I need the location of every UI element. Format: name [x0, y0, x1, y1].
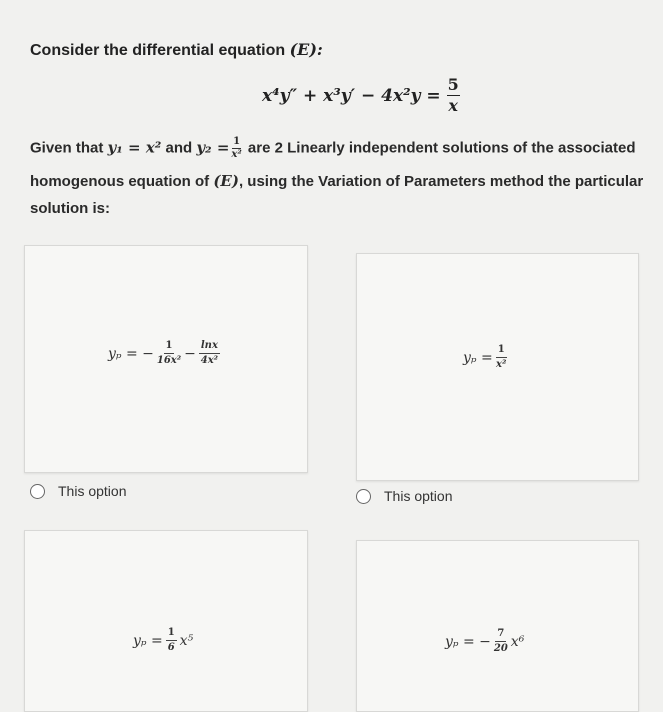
line1-text-a: Given that [30, 139, 108, 157]
option-2-f1-num: 1 [496, 345, 507, 358]
equation-name: (E): [289, 40, 323, 59]
option-1-lhs: yₚ = − [108, 345, 154, 362]
option-3-lhs: yₚ = [133, 632, 163, 649]
option-4-lhs: yₚ = − [445, 633, 491, 650]
option-3-power: x⁵ [179, 632, 194, 649]
equation-rhs-denominator: x [448, 96, 458, 115]
option-card-3[interactable] [24, 530, 308, 712]
option-1-minus: − [184, 345, 196, 362]
option-card-2[interactable] [356, 253, 639, 481]
solution-y2-lhs: y₂ = [196, 138, 230, 157]
line2-text-a: homogenous equation of [30, 173, 214, 190]
option-4-power: x⁶ [510, 633, 525, 650]
question-title-text: Consider the differential equation [30, 42, 286, 59]
option-4-formula [445, 629, 524, 654]
option-1-fraction-2 [199, 341, 220, 366]
option-1-radio[interactable] [30, 484, 45, 499]
option-4-f1-num: 7 [495, 629, 506, 642]
option-1-f1-den: 16x² [156, 355, 182, 366]
line2-text-b: , using the Variation of Parameters method the particular [238, 173, 644, 190]
differential-equation [262, 77, 460, 114]
equation-rhs-numerator: 5 [447, 75, 459, 94]
question-line-2 [30, 172, 645, 190]
option-1-f2-den: 4x² [200, 355, 219, 366]
question-title [30, 40, 323, 60]
option-card-1[interactable] [24, 245, 308, 473]
equation-rhs-fraction [447, 77, 460, 114]
question-line-1 [30, 137, 645, 160]
equation-lhs: x⁴y″ + x³y′ − 4x²y = [262, 85, 441, 106]
option-2-radio[interactable] [356, 489, 371, 504]
option-2-label[interactable]: This option [384, 488, 453, 504]
option-1-formula [108, 341, 223, 366]
option-3-formula [133, 628, 193, 653]
option-2-f1-den: x² [496, 359, 507, 370]
question-line-3: solution is: [30, 200, 110, 217]
line1-text-b: and [161, 139, 197, 157]
option-1-f1-num: 1 [164, 341, 175, 354]
option-1-fraction-1 [157, 341, 181, 366]
option-1-label[interactable]: This option [58, 483, 127, 499]
option-card-4[interactable] [356, 540, 639, 712]
y2-denominator: x² [231, 149, 242, 160]
option-2-fraction [496, 345, 507, 370]
option-3-f1-den: 6 [167, 642, 175, 653]
solution-y1: y₁ = x² [107, 138, 162, 157]
option-4-f1-den: 20 [493, 643, 508, 654]
solution-y2-fraction [231, 137, 241, 160]
option-2-formula [463, 345, 510, 370]
y2-numerator: 1 [233, 136, 241, 147]
option-1-f2-num: lnx [199, 341, 220, 354]
option-2-lhs: yₚ = [463, 349, 493, 366]
option-4-fraction [494, 629, 508, 654]
line2-equation-ref: (E) [213, 172, 239, 190]
option-3-fraction [166, 628, 177, 653]
option-3-f1-num: 1 [166, 628, 177, 641]
line1-text-c: are 2 Linearly independent solutions of the associated [243, 139, 636, 157]
